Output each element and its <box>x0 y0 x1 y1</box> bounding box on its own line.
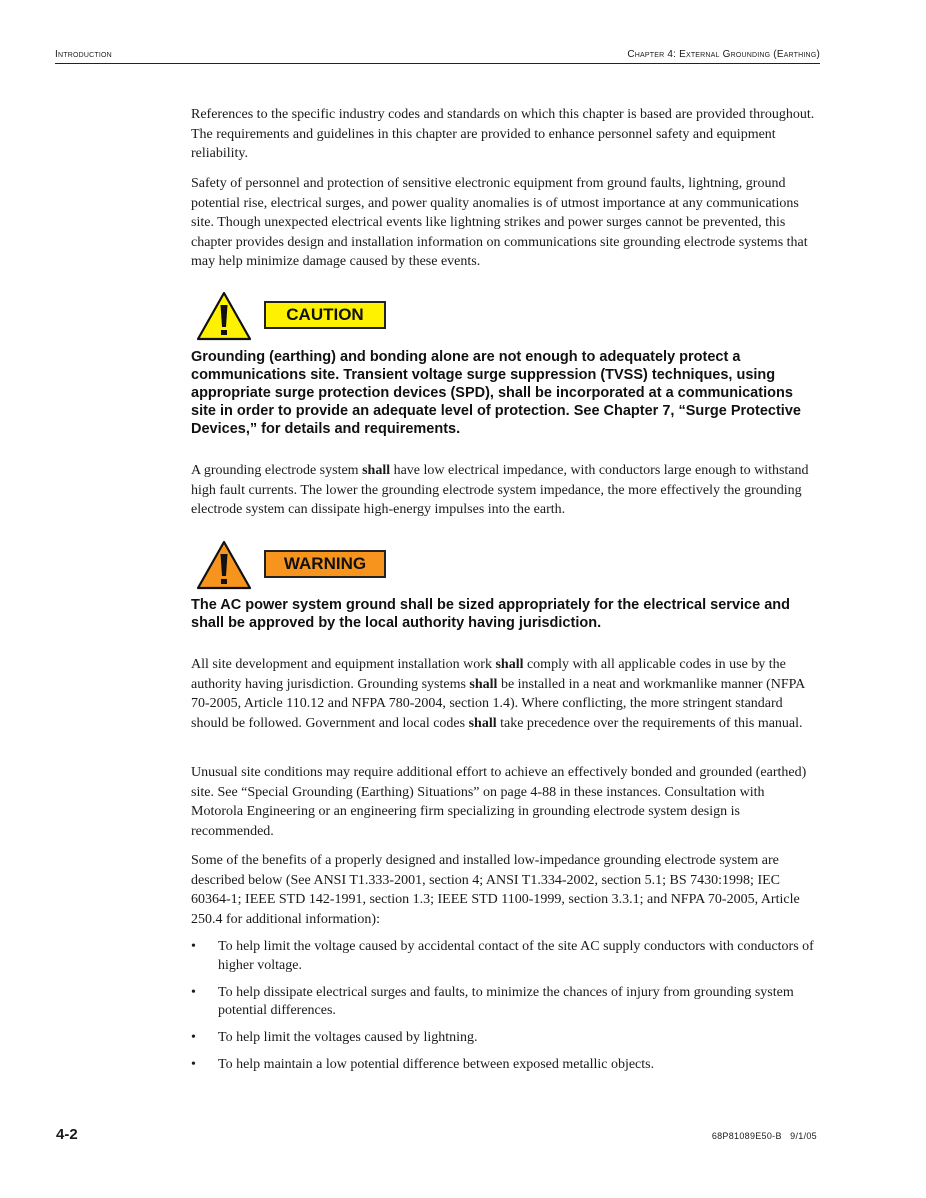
warning-label: WARNING <box>264 550 386 578</box>
caution-label: CAUTION <box>264 301 386 329</box>
paragraph-safety: Safety of personnel and protection of sensitive electronic equipment from ground faults, lightning, ground potential rise, electrical surges, and power quality anomalies is of utmost importance at any communications site. Though unexpected electrical events like lightning strikes and power surges cannot be prevented, this chapter provides design and installation information on communications site grounding electrode systems that may help minimize damage caused by these events. <box>191 176 808 270</box>
list-item: • To help dissipate electrical surges and faults, to minimize the chances of injury from grounding system potential differences. <box>191 984 794 1018</box>
header-section-title: Introduction <box>55 49 112 60</box>
bullet-icon: • <box>191 1057 196 1072</box>
caution-text: Grounding (earthing) and bonding alone are not enough to adequately protect a communications site. Transient voltage surge suppression (TVSS) techniques, using appropriate surge protection devices (SPD), shall be incorporated at a communications site in order to provide an adequate level of protection. See Chapter 7, “Surge Protective Devices,” for details and requirements. <box>191 349 801 437</box>
bullet-icon: • <box>191 1030 196 1045</box>
header-chapter-title: Chapter 4: External Grounding (Earthing) <box>627 49 820 60</box>
bullet-icon: • <box>191 939 196 954</box>
paragraph-intro: References to the specific industry codes and standards on which this chapter is based are provided throughout. The requirements and guidelines in this chapter are provided to enhance personnel safety and equipment reliability. <box>191 107 815 162</box>
warning-text: The AC power system ground shall be sized appropriately for the electrical service and shall be approved by the local authority having jurisdiction. <box>191 597 790 631</box>
bullet-icon: • <box>191 984 196 1000</box>
document-id: 68P81089E50-B 9/1/05 <box>711 1131 817 1141</box>
benefits-list <box>191 938 816 1083</box>
paragraph-codes: All site development and equipment installation work shall comply with all applicable codes in use by the authority having jurisdiction. Grounding systems shall be installed in a neat and workmanlike manner (NFPA 70-2005, Article 110.12 and NFPA 780-2004, section 1.4). Where conflicting, the more stringent standard should be followed. Government and local codes shall take precedence over the requirements of this manual. <box>191 657 805 731</box>
running-header <box>55 49 820 64</box>
caution-triangle-icon <box>196 291 252 341</box>
list-item: • To help maintain a low potential difference between exposed metallic objects. <box>191 1056 816 1075</box>
page-number: 4-2 <box>56 1126 78 1143</box>
warning-triangle-icon <box>196 540 252 590</box>
list-item: • To help limit the voltage caused by accidental contact of the site AC supply conductors with conductors of higher voltage. <box>191 939 814 973</box>
paragraph-impedance: A grounding electrode system shall have low electrical impedance, with conductors large enough to withstand high fault currents. The lower the grounding electrode system impedance, the more effectively the grounding electrode system can dissipate high-energy impulses into the earth. <box>191 463 809 518</box>
list-item: • To help limit the voltages caused by lightning. <box>191 1029 816 1048</box>
paragraph-unusual-sites: Unusual site conditions may require additional effort to achieve an effectively bonded and grounded (earthed) site. See “Special Grounding (Earthing) Situations” on page 4-88 in these instances. Consultation with Motorola Engineering or an engineering firm specializing in grounding electrode system design is recommended. <box>191 765 807 839</box>
paragraph-benefits: Some of the benefits of a properly designed and installed low-impedance grounding electrode system are described below (See ANSI T1.333-2001, section 4; ANSI T1.334-2002, section 5.1; BS 7430:1998; IEC 60364-1; IEEE STD 142-1991, section 1.3; IEEE STD 1100-1999, section 3.3.1; and NFPA 70-2005, Article 250.4 for additional information): <box>191 853 800 927</box>
